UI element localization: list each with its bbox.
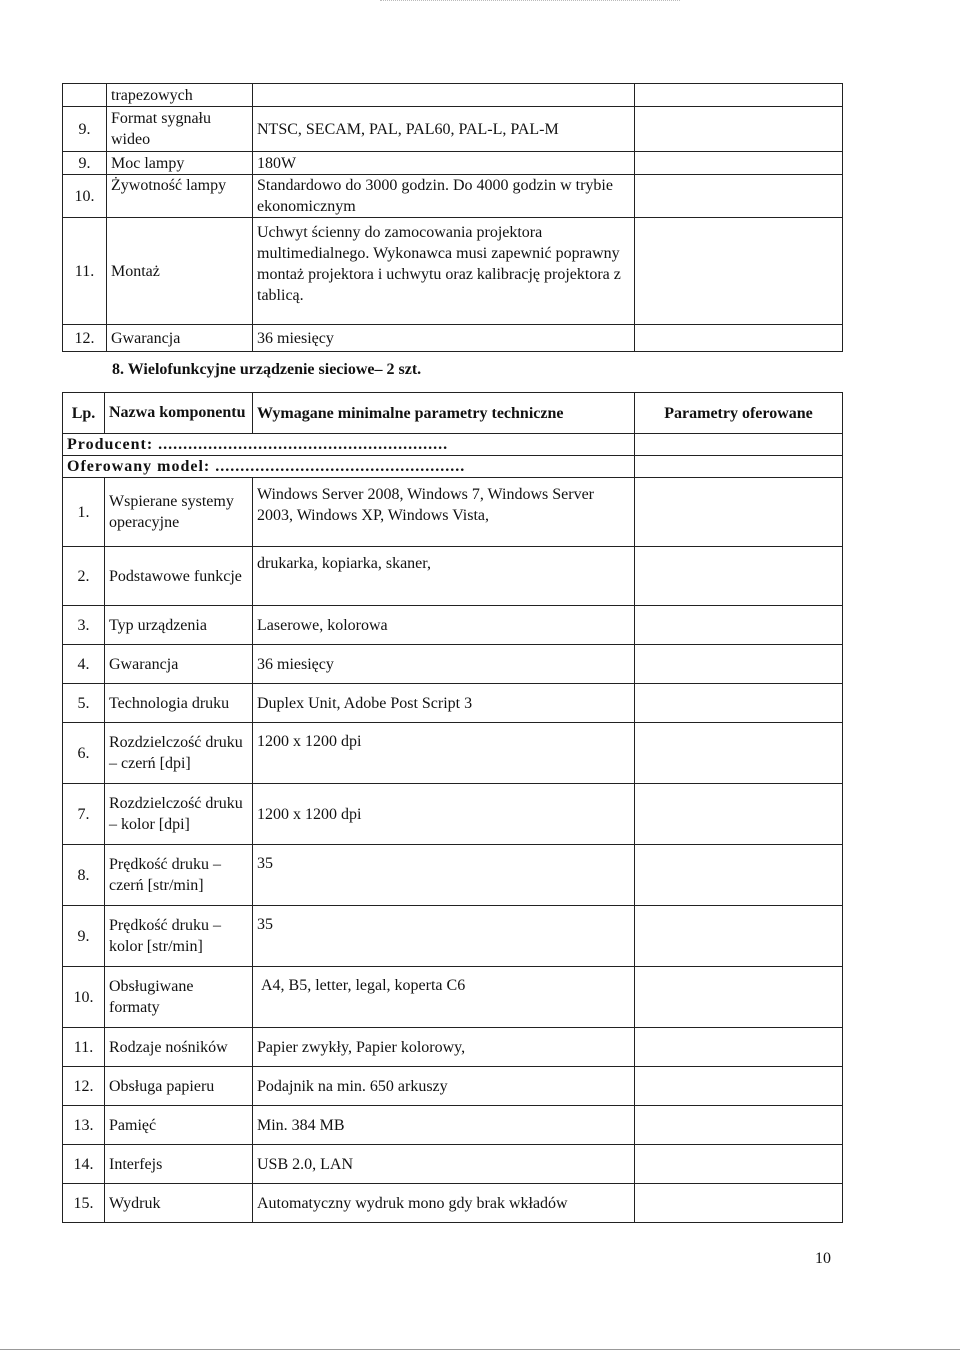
row-offer [635, 784, 843, 845]
row-name: Obsługiwane formaty [105, 967, 253, 1028]
row-requirement [253, 84, 635, 107]
header-name: Nazwa komponentu [105, 393, 253, 434]
row-name: Typ urządzenia [105, 606, 253, 645]
row-requirement: Standardowo do 3000 godzin. Do 4000 godzin w trybie ekonomicznym [253, 175, 635, 218]
row-name: Moc lampy [107, 152, 253, 175]
row-name: Gwarancja [105, 645, 253, 684]
row-offer [635, 175, 843, 218]
table-row [63, 325, 843, 352]
row-lp: 13. [63, 1106, 105, 1145]
row-offer [635, 606, 843, 645]
row-requirement: drukarka, kopiarka, skaner, [253, 547, 635, 606]
row-requirement: Uchwyt ścienny do zamocowania projektora multimedialnego. Wykonawca musi zapewnić poprawny montaż projektora i uchwytu oraz kalibrację projektora z tablicą. [253, 218, 635, 325]
row-offer [635, 325, 843, 352]
row-name: Wydruk [105, 1184, 253, 1223]
producer-label: Producent: .......................................................... [63, 434, 635, 456]
row-offer [635, 478, 843, 547]
header-offer: Parametry oferowane [635, 393, 843, 434]
row-offer [635, 1145, 843, 1184]
table-row [63, 107, 843, 152]
row-offer [635, 1067, 843, 1106]
row-name: Wspierane systemy operacyjne [105, 478, 253, 547]
table-row [63, 723, 843, 784]
table-row [63, 84, 843, 107]
projector-spec-table [62, 83, 843, 352]
row-lp: 11. [63, 218, 107, 325]
row-requirement: USB 2.0, LAN [253, 1145, 635, 1184]
row-lp: 1. [63, 478, 105, 547]
row-offer [635, 218, 843, 325]
table-row [63, 152, 843, 175]
row-requirement: NTSC, SECAM, PAL, PAL60, PAL-L, PAL-M [253, 107, 635, 152]
section-heading: 8. Wielofunkcyjne urządzenie sieciowe– 2 szt. [112, 361, 422, 378]
row-lp: 12. [63, 325, 107, 352]
scan-artifact [380, 0, 680, 7]
row-offer [635, 152, 843, 175]
row-requirement: Papier zwykły, Papier kolorowy, [253, 1028, 635, 1067]
row-offer [635, 645, 843, 684]
row-lp: 2. [63, 547, 105, 606]
table-row [63, 784, 843, 845]
row-lp: 10. [63, 967, 105, 1028]
row-requirement: 35 [253, 906, 635, 967]
row-name: Format sygnału wideo [107, 107, 253, 152]
row-name: Interfejs [105, 1145, 253, 1184]
table-row [63, 1028, 843, 1067]
table-row [63, 1184, 843, 1223]
producer-row [63, 434, 843, 456]
row-lp [63, 84, 107, 107]
row-lp: 14. [63, 1145, 105, 1184]
row-name: trapezowych [107, 84, 253, 107]
row-offer [635, 547, 843, 606]
row-name: Obsługa papieru [105, 1067, 253, 1106]
table-row [63, 1067, 843, 1106]
row-name: Prędkość druku – kolor [str/min] [105, 906, 253, 967]
row-name: Prędkość druku – czerń [str/min] [105, 845, 253, 906]
row-requirement: 1200 x 1200 dpi [253, 784, 635, 845]
row-lp: 6. [63, 723, 105, 784]
table-row [63, 967, 843, 1028]
row-name: Gwarancja [107, 325, 253, 352]
row-requirement: 36 miesięcy [253, 645, 635, 684]
row-offer [635, 723, 843, 784]
model-row [63, 456, 843, 478]
mfp-spec-table [62, 392, 843, 1223]
row-lp: 4. [63, 645, 105, 684]
model-label: Oferowany model: .................................................. [63, 456, 635, 478]
row-lp: 3. [63, 606, 105, 645]
row-requirement: Windows Server 2008, Windows 7, Windows Server 2003, Windows XP, Windows Vista, [253, 478, 635, 547]
table-row [63, 218, 843, 325]
row-name: Pamięć [105, 1106, 253, 1145]
row-lp: 7. [63, 784, 105, 845]
row-name: Żywotność lampy [107, 175, 253, 218]
row-offer [635, 1106, 843, 1145]
header-lp: Lp. [63, 393, 105, 434]
table-row [63, 175, 843, 218]
table-row [63, 645, 843, 684]
page-number: 10 [815, 1250, 831, 1267]
row-name: Podstawowe funkcje [105, 547, 253, 606]
row-requirement: 35 [253, 845, 635, 906]
table-row [63, 684, 843, 723]
table-row [63, 906, 843, 967]
row-requirement: 180W [253, 152, 635, 175]
table-row [63, 1106, 843, 1145]
row-offer [635, 967, 843, 1028]
row-lp: 9. [63, 107, 107, 152]
row-name: Rozdzielczość druku – czerń [dpi] [105, 723, 253, 784]
header-requirement: Wymagane minimalne parametry techniczne [253, 393, 635, 434]
row-name: Rodzaje nośników [105, 1028, 253, 1067]
row-requirement: Automatyczny wydruk mono gdy brak wkładów [253, 1184, 635, 1223]
row-requirement: 36 miesięcy [253, 325, 635, 352]
table-row [63, 1145, 843, 1184]
table-row [63, 547, 843, 606]
row-lp: 8. [63, 845, 105, 906]
footer-rule [0, 1349, 960, 1350]
row-lp: 9. [63, 906, 105, 967]
row-name: Rozdzielczość druku – kolor [dpi] [105, 784, 253, 845]
table-row [63, 478, 843, 547]
row-offer [635, 1028, 843, 1067]
row-requirement: Laserowe, kolorowa [253, 606, 635, 645]
row-lp: 15. [63, 1184, 105, 1223]
model-offer [635, 456, 843, 478]
row-name: Montaż [107, 218, 253, 325]
row-lp: 10. [63, 175, 107, 218]
row-lp: 12. [63, 1067, 105, 1106]
table-row [63, 845, 843, 906]
row-offer [635, 684, 843, 723]
row-requirement: Duplex Unit, Adobe Post Script 3 [253, 684, 635, 723]
row-lp: 11. [63, 1028, 105, 1067]
row-requirement: 1200 x 1200 dpi [253, 723, 635, 784]
row-lp: 5. [63, 684, 105, 723]
row-lp: 9. [63, 152, 107, 175]
row-offer [635, 845, 843, 906]
row-requirement: Min. 384 MB [253, 1106, 635, 1145]
row-offer [635, 1184, 843, 1223]
table-header-row [63, 393, 843, 434]
row-requirement: Podajnik na min. 650 arkuszy [253, 1067, 635, 1106]
row-offer [635, 84, 843, 107]
row-offer [635, 107, 843, 152]
row-name: Technologia druku [105, 684, 253, 723]
row-requirement: A4, B5, letter, legal, koperta C6 [253, 967, 635, 1028]
row-offer [635, 906, 843, 967]
table-row [63, 606, 843, 645]
producer-offer [635, 434, 843, 456]
